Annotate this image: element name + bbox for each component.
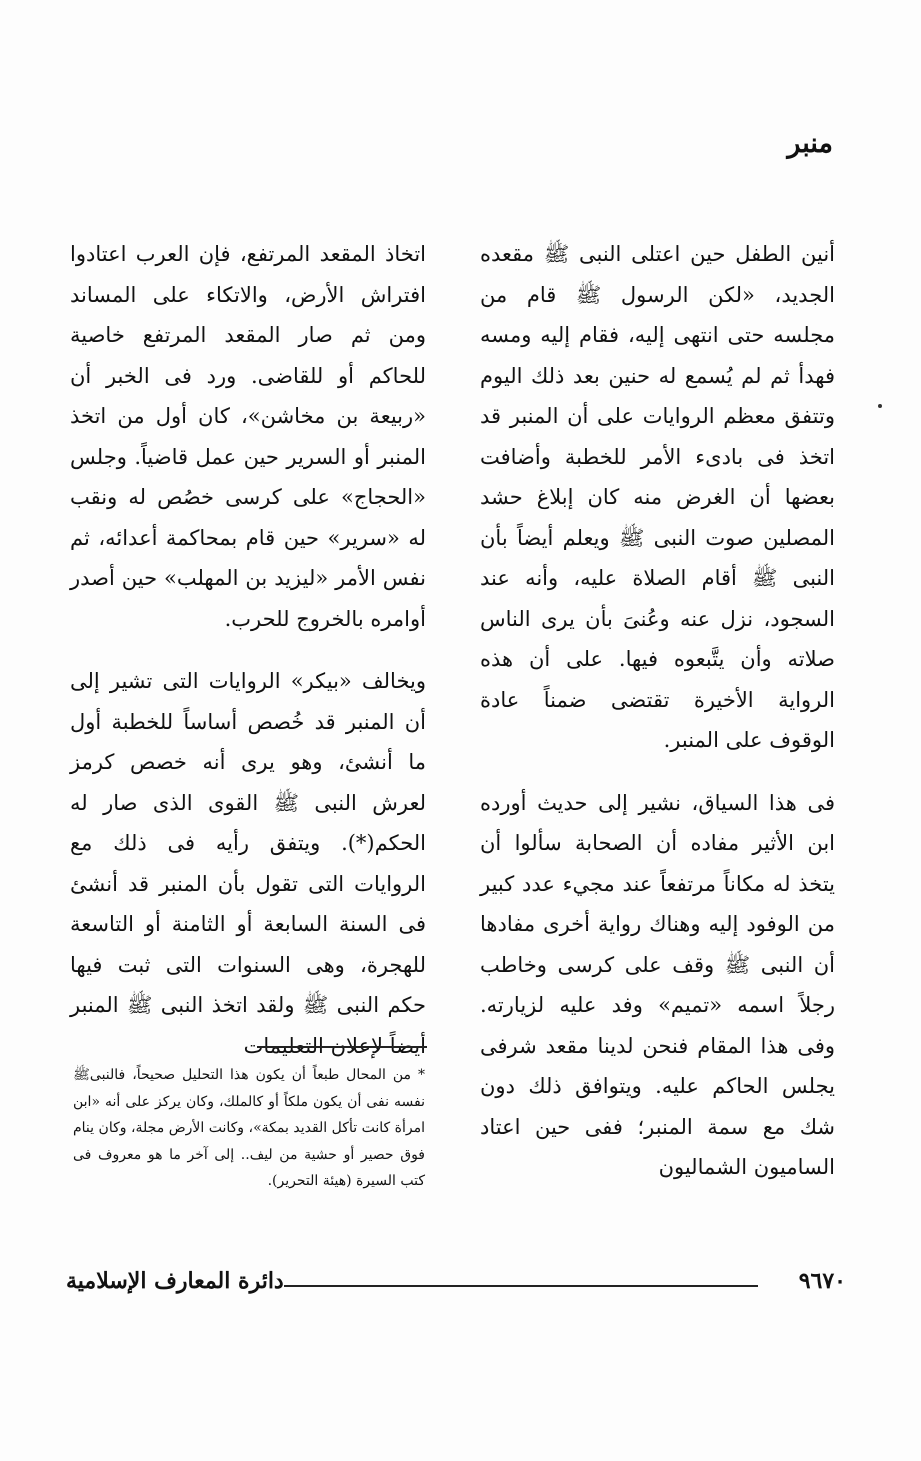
- scan-speck: [878, 404, 882, 408]
- running-header: منبر: [787, 128, 833, 159]
- footnote-divider: [257, 1046, 427, 1048]
- footnote: * من المحال طبعاً أن يكون هذا التحليل صحيحاً، فالنبىﷺ نفسه نفى أن يكون ملكاً أو كالملك، وكان يركز على أنه «ابن امرأة كانت تأكل القديد بمكة»، وكانت الأرض مجلة، وكان ينام فوق حصير أو حشية من ليف.. إلى آخر ما هو معروف فى كتب السيرة (هيئة التحرير).: [73, 1067, 425, 1189]
- body-paragraph: أنين الطفل حين اعتلى النبى ﷺ مقعده الجديد، «لكن الرسول ﷺ قام من مجلسه حتى انتهى إليه، فقام إليه ومسه فهدأ ثم لم يُسمع له حنين بعد ذلك اليوم وتتفق معظم الروايات على أن المنبر قد اتخذ فى بادىء الأمر للخطبة وأضافت بعضها أن الغرض منه كان إبلاغ حشد المصلين صوت النبى ﷺ ويعلم أيضاً بأن النبى ﷺ أقام الصلاة عليه، وأنه عند السجود، نزل عنه وعُنىَ بأن يرى الناس صلاته وأن يتَّبعوه فيها. على أن هذه الرواية الأخيرة تقتضى ضمناً عادة الوقوف على المنبر.: [480, 242, 835, 752]
- body-paragraph: فى هذا السياق، نشير إلى حديث أورده ابن الأثير مفاده أن الصحابة سألوا أن يتخذ له مكاناً مرتفعاً عند مجيء عدد كبير من الوفود إليه وهناك رواية أخرى مفادها أن النبى ﷺ وقف على كرسى وخاطب رجلاً اسمه «تميم» وفد عليه لزيارته. وفى هذا المقام فنحن لدينا مقعد شرفى يجلس الحاكم عليه. ويتوافق ذلك دون شك مع سمة المنبر؛ ففى حين اعتاد الساميون الشماليون: [480, 790, 835, 1179]
- body-paragraph: ويخالف «بيكر» الروايات التى تشير إلى أن المنبر قد خُصص أساساً للخطبة أول ما أنشئ، وهو يرى أنه خصص كرمز لعرش النبى ﷺ القوى الذى صار له الحكم(*). ويتفق رأيه فى ذلك مع الروايات التى تقول بأن المنبر قد أنشئ فى السنة السابعة أو الثامنة أو التاسعة للهجرة، وهى السنوات التى ثبت فيها حكم النبى ﷺ ولقد اتخذ النبى ﷺ المنبر أيضاً لإعلان التعليمات: [70, 669, 426, 1058]
- right-text-column: [480, 234, 835, 1188]
- footer-divider: [284, 1285, 758, 1287]
- body-paragraph: اتخاذ المقعد المرتفع، فإن العرب اعتادوا افتراش الأرض، والاتكاء على المساند ومن ثم صار المقعد المرتفع خاصية للحاكم أو للقاضى. ورد فى الخبر أن «ربيعة بن مخاشن»، كان أول من اتخذ المنبر أو السرير حين عمل قاضياً. وجلس «الحجاج» على كرسى خصُص له ونقب له «سرير» حين قام بمحاكمة أعدائه، ثم نفس الأمر «ليزيد بن المهلب» حين أصدر أوامره بالخروج للحرب.: [70, 242, 426, 631]
- page-number: ٩٦٧٠: [798, 1268, 846, 1294]
- page-footer: [66, 1268, 846, 1304]
- left-text-column: [70, 234, 426, 1066]
- publication-title: دائرة المعارف الإسلامية: [66, 1268, 284, 1294]
